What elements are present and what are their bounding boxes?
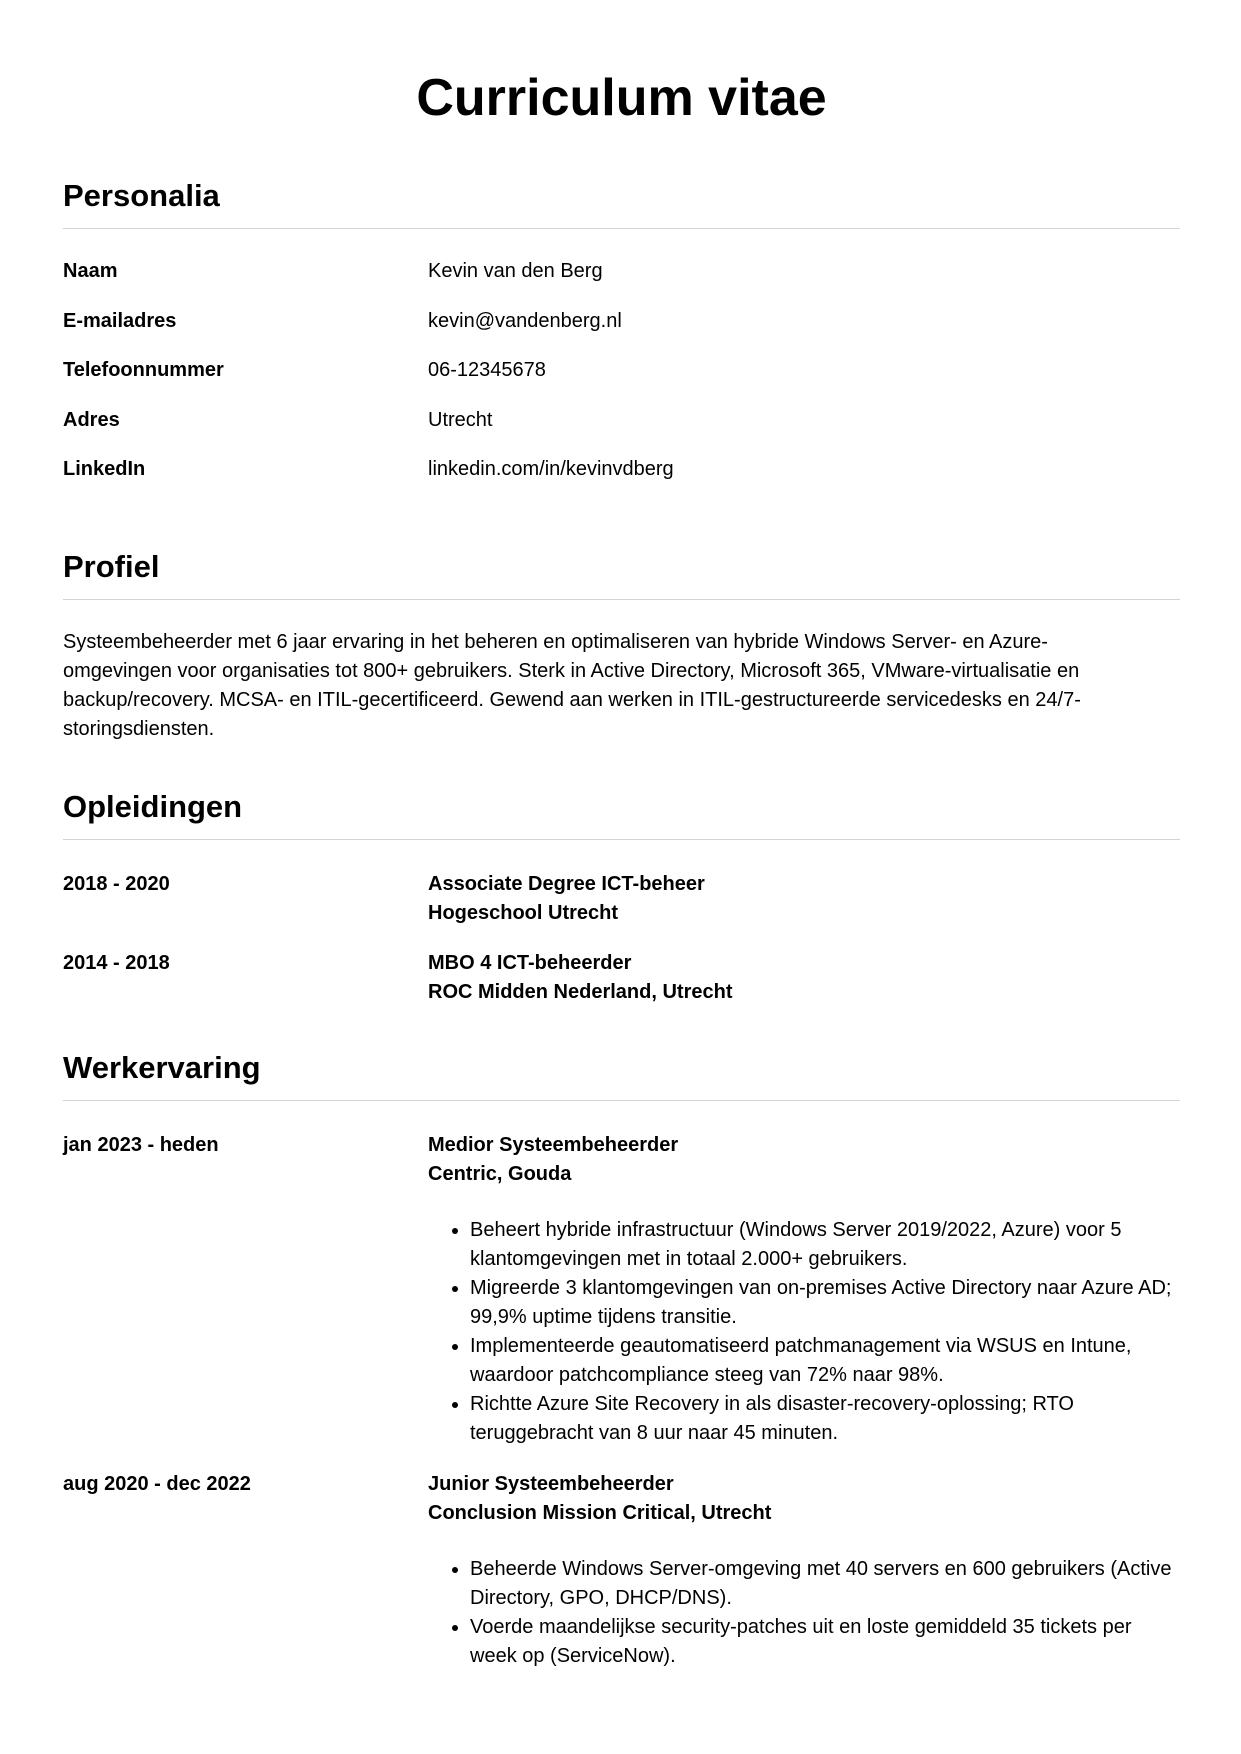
list-item: • Richtte Azure Site Recovery in als disaster-recovery-oplossing; RTO teruggebracht van 8 uur naar 45 minuten.	[470, 1390, 1180, 1448]
job-title: Medior Systeembeheerder	[428, 1134, 679, 1156]
personalia-value: linkedin.com/in/kevinvdberg	[428, 458, 674, 480]
personalia-label: Telefoonnummer	[63, 359, 224, 381]
personalia-label: E-mailadres	[63, 309, 177, 332]
document-title: Curriculum vitae	[416, 69, 827, 127]
list-item: • Voerde maandelijkse security-patches uit en loste gemiddeld 35 tickets per week op (ServiceNow).	[470, 1613, 1180, 1671]
job-title: Junior Systeembeheerder	[428, 1473, 674, 1495]
job-period: jan 2023 - heden	[63, 1134, 219, 1156]
education-title: MBO 4 ICT-beheerder	[428, 952, 632, 974]
section-heading-werkervaring: Werkervaring	[63, 1048, 1180, 1101]
personalia-label: Adres	[63, 408, 120, 431]
personalia-row-email	[63, 309, 1180, 359]
personalia-table	[63, 259, 1180, 507]
job-employer: Centric, Gouda	[428, 1163, 572, 1185]
education-title: Associate Degree ICT-beheer	[428, 873, 705, 895]
list-item: • Implementeerde geautomatiseerd patchmanagement via WSUS en Intune, waardoor patchcompliance steeg van 72% naar 98%.	[470, 1332, 1180, 1390]
education-period: 2018 - 2020	[63, 873, 170, 895]
personalia-label: LinkedIn	[63, 458, 146, 480]
personalia-row-telefoon	[63, 358, 1180, 408]
education-institution: Hogeschool Utrecht	[428, 902, 619, 924]
job-period: aug 2020 - dec 2022	[63, 1473, 251, 1495]
education-period: 2014 - 2018	[63, 952, 170, 974]
education-entry	[63, 949, 1180, 1007]
job-entry	[63, 1131, 1180, 1448]
section-opleidingen	[63, 787, 1180, 1007]
list-item: • Beheert hybride infrastructuur (Windows Server 2019/2022, Azure) voor 5 klantomgevingen met in totaal 2.000+ gebruikers.	[470, 1216, 1180, 1274]
personalia-value: Utrecht	[428, 408, 493, 431]
section-profiel	[63, 547, 1180, 744]
job-achievements	[428, 1216, 1180, 1448]
personalia-value: kevin@vandenberg.nl	[428, 309, 622, 332]
personalia-value: 06-12345678	[428, 359, 546, 381]
education-institution: ROC Midden Nederland, Utrecht	[428, 981, 733, 1003]
section-heading-opleidingen: Opleidingen	[63, 787, 1180, 840]
job-employer: Conclusion Mission Critical, Utrecht	[428, 1502, 772, 1524]
section-personalia	[63, 176, 1180, 507]
list-item: • Beheerde Windows Server-omgeving met 40 servers en 600 gebruikers (Active Directory, GPO, DHCP/DNS).	[470, 1555, 1180, 1613]
education-entry	[63, 870, 1180, 928]
personalia-row-adres	[63, 408, 1180, 458]
section-heading-profiel: Profiel	[63, 547, 1180, 600]
profile-summary: Systeembeheerder met 6 jaar ervaring in het beheren en optimaliseren van hybride Windows Server- en Azure-omgevingen voor organisaties tot 800+ gebruikers. Sterk in Active Directory, Microsoft 365, VMware-virtualisatie en backup/recovery. MCSA- en ITIL-gecertificeerd. Gewend aan werken in ITIL-gestructureerde servicedesks en 24/7-storingsdiensten.	[63, 631, 1081, 740]
section-werkervaring	[63, 1048, 1180, 1671]
personalia-value: Kevin van den Berg	[428, 260, 603, 282]
personalia-label: Naam	[63, 260, 118, 282]
list-item: • Migreerde 3 klantomgevingen van on-premises Active Directory naar Azure AD; 99,9% uptime tijdens transitie.	[470, 1274, 1180, 1332]
personalia-row-linkedin	[63, 457, 1180, 507]
personalia-row-naam	[63, 259, 1180, 309]
section-heading-personalia: Personalia	[63, 176, 1180, 229]
job-entry	[63, 1470, 1180, 1671]
job-achievements	[428, 1555, 1180, 1671]
